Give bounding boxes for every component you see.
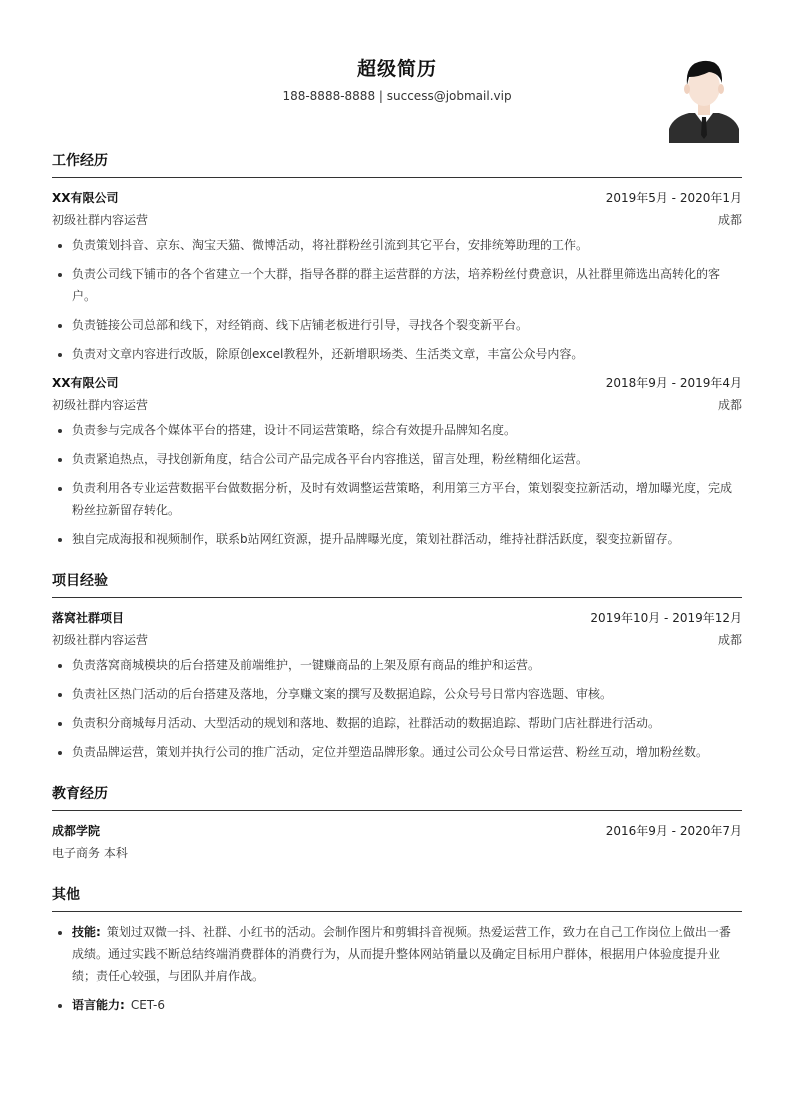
project-name: 落窝社群项目	[52, 611, 125, 625]
skills-text: 策划过双微一抖、社群、小红书的活动。会制作图片和剪辑抖音视频。热爱运营工作，致力在自己工作岗位上做出一番成绩。通过实践不断总结终端消费群体的消费行为，从而提升整体网站销量以及确定目标用户群体，根据用户体验度提升业绩；责任心较强，与团队并肩作战。	[72, 925, 731, 983]
language-item	[72, 994, 742, 1016]
list-item: • 负责紧追热点，寻找创新角度，结合公司产品完成各平台内容推送，留言处理，粉丝精细化运营。	[72, 448, 742, 470]
school-name: 成都学院	[52, 824, 101, 838]
list-item: • 负责利用各专业运营数据平台做数据分析，及时有效调整运营策略，利用第三方平台，策划裂变拉新活动，增加曝光度，完成粉丝拉新留存转化。	[72, 477, 742, 521]
list-item: • 独自完成海报和视频制作，联系b站网红资源，提升品牌曝光度，策划社群活动，维持社群活跃度，裂变拉新留存。	[72, 528, 742, 550]
education-section	[52, 783, 742, 864]
project-role: 初级社群内容运营	[52, 633, 149, 647]
education-section-title: 教育经历	[52, 783, 742, 811]
list-item: • 负责链接公司总部和线下，对经销商、线下店铺老板进行引导，寻找各个裂变新平台。	[72, 314, 742, 336]
language-label: 语言能力:	[72, 998, 125, 1012]
projects-section-title: 项目经验	[52, 570, 742, 598]
work-entry	[52, 372, 742, 550]
list-item: • 负责社区热门活动的后台搭建及落地，分享赚文案的撰写及数据追踪，公众号号日常内容选题、审核。	[72, 683, 742, 705]
job-location: 成都	[717, 213, 742, 227]
list-item: • 负责积分商城每月活动、大型活动的规划和落地、数据的追踪，社群活动的数据追踪、帮助门店社群进行活动。	[72, 712, 742, 734]
work-section-title: 工作经历	[52, 150, 742, 178]
projects-section	[52, 570, 742, 763]
job-role: 初级社群内容运营	[52, 213, 149, 227]
avatar	[669, 55, 739, 143]
job-role: 初级社群内容运营	[52, 398, 149, 412]
entry-date: 2019年10月 - 2019年12月	[590, 611, 742, 625]
list-item: • 负责参与完成各个媒体平台的搭建，设计不同运营策略，综合有效提升品牌知名度。	[72, 419, 742, 441]
entry-date: 2019年5月 - 2020年1月	[605, 191, 742, 205]
job-location: 成都	[717, 398, 742, 412]
work-section	[52, 150, 742, 550]
skills-item	[72, 921, 742, 987]
project-entry	[52, 607, 742, 763]
major-degree: 电子商务 本科	[52, 846, 128, 860]
list-item: • 负责策划抖音、京东、淘宝天猫、微博活动，将社群粉丝引流到其它平台，安排统筹助理的工作。	[72, 234, 742, 256]
language-text: CET-6	[130, 998, 165, 1012]
resume-page	[52, 0, 742, 1036]
list-item: • 负责落窝商城模块的后台搭建及前端维护，一键赚商品的上架及原有商品的维护和运营。	[72, 654, 742, 676]
project-location: 成都	[717, 633, 742, 647]
work-entry	[52, 187, 742, 365]
company-name: XX有限公司	[52, 191, 119, 205]
candidate-name: 超级简历	[356, 58, 437, 80]
list-item: • 负责品牌运营，策划并执行公司的推广活动，定位并塑造品牌形象。通过公司公众号日常运营、粉丝互动，增加粉丝数。	[72, 741, 742, 763]
other-section-title: 其他	[52, 884, 742, 912]
resume-header	[52, 0, 742, 150]
list-item: • 负责对文章内容进行改版，除原创excel教程外，还新增职场类、生活类文章，丰富公众号内容。	[72, 343, 742, 365]
entry-date: 2018年9月 - 2019年4月	[605, 376, 742, 390]
entry-date: 2016年9月 - 2020年7月	[605, 824, 742, 838]
skills-label: 技能:	[72, 925, 101, 939]
other-section	[52, 884, 742, 1016]
list-item: • 负责公司线下铺市的各个省建立一个大群，指导各群的群主运营群的方法，培养粉丝付费意识，从社群里筛选出高转化的客户。	[72, 263, 742, 307]
contact-info: 188-8888-8888 | success@jobmail.vip	[282, 89, 512, 103]
company-name: XX有限公司	[52, 376, 119, 390]
